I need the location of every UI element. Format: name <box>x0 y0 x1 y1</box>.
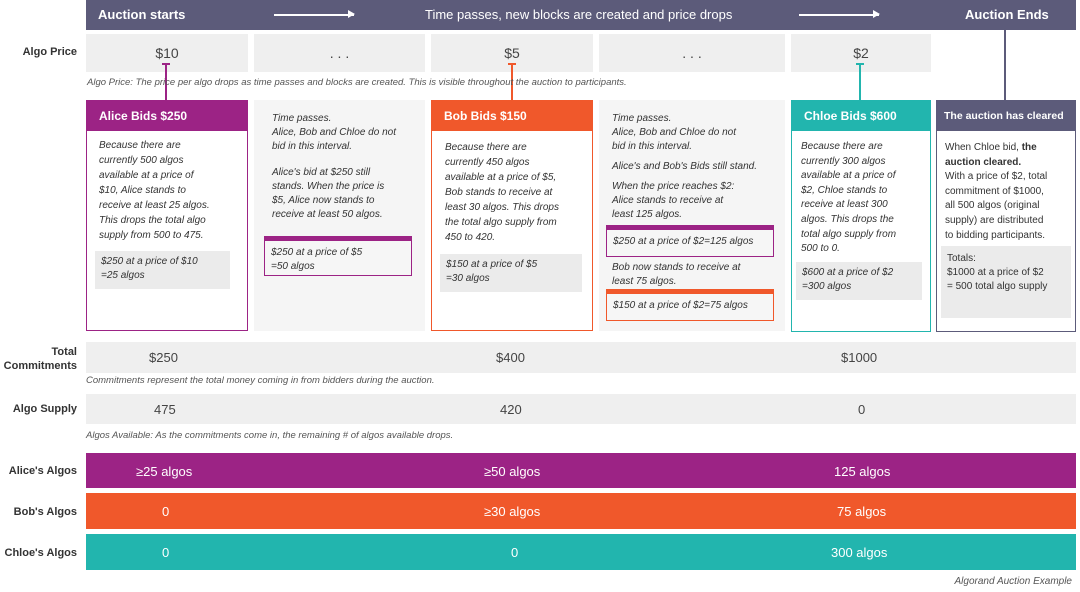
chloe-bid-title: Chloe Bids $600 <box>792 101 930 131</box>
alice-algos-row <box>86 453 1076 488</box>
interval-2-bob-calc: $150 at a price of $2=75 algos <box>606 289 774 321</box>
chloe-bid-calc: $600 at a price of $2 =300 algos <box>796 262 922 300</box>
alice-bid-description: Because there are currently 500 algos available at a price of $10, Alice stands to receive at least 25 algos. This drops the total algo supply from 500 to 475. <box>99 140 210 241</box>
alice-algos-value: ≥25 algos <box>136 464 193 479</box>
arrow-right-icon <box>799 14 879 16</box>
auction-ends-label: Auction Ends <box>965 7 1049 22</box>
supply-value: 475 <box>154 402 176 417</box>
auction-cleared-card <box>936 100 1076 332</box>
auction-totals: Totals: $1000 at a price of $2 = 500 total algo supply <box>941 246 1071 318</box>
algo-supply-label: Algo Supply <box>12 403 77 415</box>
alice-algos-value: 125 algos <box>834 464 891 479</box>
chloe-bid-description: Because there are currently 300 algos available at a price of $2, Chloe stands to receive at least 300 algos. This drops the total algo supply from 500 to 0. <box>801 141 897 255</box>
auction-end-connector <box>1004 30 1006 100</box>
bob-algos-value: 75 algos <box>837 504 887 519</box>
supply-note: Algos Available: As the commitments come in, the remaining # of algos available drops. <box>86 430 454 441</box>
interval-2-alice-calc: $250 at a price of $2=125 algos <box>606 225 774 257</box>
interval-2-bob-text: Bob now stands to receive at least 75 algos. <box>612 262 741 287</box>
alice-algos-label: Alice's Algos <box>8 465 77 477</box>
price-box: . . . <box>599 34 785 72</box>
interval-1-alice-text: Alice's bid at $250 still stands. When the price is $5, Alice now stands to receive at least 50 algos. <box>272 167 385 220</box>
commitment-value: $250 <box>149 350 178 365</box>
interval-panel-1 <box>254 100 425 331</box>
chloe-algos-value: 0 <box>162 545 170 560</box>
bob-bid-card <box>431 100 593 331</box>
auction-cleared-description: When Chloe bid, the auction cleared. With a price of $2, total commitment of $1000, all 500 algos (original supply) are distributed to bidding participants. <box>945 142 1048 241</box>
alice-bid-calc: $250 at a price of $10 =25 algos <box>95 251 230 289</box>
chloe-algos-value: 0 <box>511 545 519 560</box>
alice-bid-title: Alice Bids $250 <box>87 101 247 131</box>
bob-algos-value: 0 <box>162 504 170 519</box>
algo-supply-row <box>86 394 1076 424</box>
supply-value: 0 <box>858 402 866 417</box>
chloe-algos-row <box>86 534 1076 570</box>
figure-caption: Algorand Auction Example <box>954 576 1072 587</box>
supply-value: 420 <box>500 402 522 417</box>
price-box: $5 <box>431 34 593 72</box>
chloe-algos-label: Chloe's Algos <box>4 547 77 559</box>
bob-bid-description: Because there are currently 450 algos available at a price of $5, Bob stands to receive at least 30 algos. This drops the total algo supply from 450 to 420. <box>445 142 559 243</box>
total-commitments-row <box>86 342 1076 373</box>
interval-2-still-stand: Alice's and Bob's Bids still stand. <box>612 161 757 172</box>
arrow-right-icon <box>274 14 354 16</box>
alice-bid-card <box>86 100 248 331</box>
price-box: . . . <box>254 34 425 72</box>
timeline-header <box>86 0 1076 30</box>
auction-starts-label: Auction starts <box>98 7 186 22</box>
commitment-value: $1000 <box>841 350 878 365</box>
price-note: Algo Price: The price per algo drops as time passes and blocks are created. This is visible throughout the auction to participants. <box>87 77 627 88</box>
chloe-algos-value: 300 algos <box>831 545 888 560</box>
interval-2-text: Time passes. Alice, Bob and Chloe do not bid in this interval. <box>612 113 736 152</box>
alice-algos-value: ≥50 algos <box>484 464 541 479</box>
interval-1-text: Time passes. Alice, Bob and Chloe do not bid in this interval. <box>272 113 396 152</box>
bob-algos-label: Bob's Algos <box>13 506 77 518</box>
interval-panel-2 <box>599 100 785 331</box>
commitment-value: $400 <box>496 350 525 365</box>
bob-bid-calc: $150 at a price of $5 =30 algos <box>440 254 582 292</box>
auction-cleared-title: The auction has cleared <box>937 101 1075 131</box>
price-box: $2 <box>791 34 931 72</box>
algo-price-label: Algo Price <box>22 46 77 58</box>
chloe-bid-card <box>791 100 931 332</box>
bob-algos-row <box>86 493 1076 529</box>
interval-2-alice-text: When the price reaches $2: Alice stands to receive at least 125 algos. <box>612 181 735 220</box>
commitments-note: Commitments represent the total money coming in from bidders during the auction. <box>86 375 435 386</box>
total-commitments-label: Total Commitments <box>3 346 77 372</box>
price-box: $10 <box>86 34 248 72</box>
time-passes-label: Time passes, new blocks are created and price drops <box>425 7 733 22</box>
interval-1-alice-calc: $250 at a price of $5 =50 algos <box>264 236 412 276</box>
bob-bid-title: Bob Bids $150 <box>432 101 592 131</box>
bob-algos-value: ≥30 algos <box>484 504 541 519</box>
